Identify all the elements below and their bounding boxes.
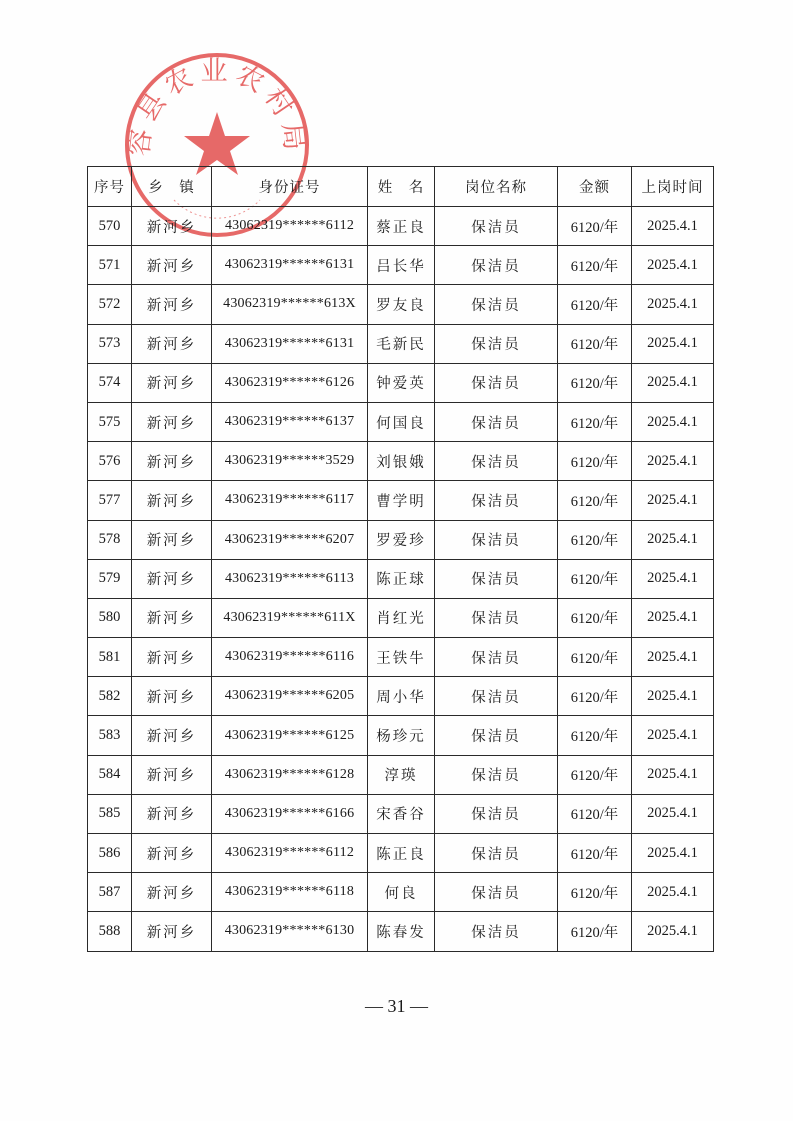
cell-name: 吕长华 bbox=[368, 246, 435, 285]
table-row bbox=[88, 207, 714, 246]
cell-position: 保洁员 bbox=[435, 442, 558, 481]
header-serial: 序号 bbox=[88, 167, 132, 207]
cell-position: 保洁员 bbox=[435, 873, 558, 912]
cell-position: 保洁员 bbox=[435, 481, 558, 520]
cell-amount: 6120/年 bbox=[558, 755, 632, 794]
cell-name: 何良 bbox=[368, 873, 435, 912]
cell-name: 钟爱英 bbox=[368, 363, 435, 402]
cell-start-date: 2025.4.1 bbox=[632, 912, 714, 951]
cell-amount: 6120/年 bbox=[558, 285, 632, 324]
cell-township: 新河乡 bbox=[132, 402, 212, 441]
cell-amount: 6120/年 bbox=[558, 834, 632, 873]
cell-position: 保洁员 bbox=[435, 246, 558, 285]
cell-name: 何国良 bbox=[368, 402, 435, 441]
cell-amount: 6120/年 bbox=[558, 246, 632, 285]
cell-serial: 580 bbox=[88, 598, 132, 637]
cell-serial: 587 bbox=[88, 873, 132, 912]
cell-name: 陈春发 bbox=[368, 912, 435, 951]
cell-serial: 570 bbox=[88, 207, 132, 246]
cell-township: 新河乡 bbox=[132, 559, 212, 598]
header-amount: 金额 bbox=[558, 167, 632, 207]
table-row bbox=[88, 246, 714, 285]
cell-position: 保洁员 bbox=[435, 207, 558, 246]
cell-serial: 577 bbox=[88, 481, 132, 520]
page-number: — 31 — bbox=[365, 996, 428, 1016]
cell-amount: 6120/年 bbox=[558, 207, 632, 246]
cell-id-number: 43062319******3529 bbox=[212, 442, 368, 481]
cell-name: 淳瑛 bbox=[368, 755, 435, 794]
cell-township: 新河乡 bbox=[132, 677, 212, 716]
cell-start-date: 2025.4.1 bbox=[632, 246, 714, 285]
table-header-row bbox=[88, 167, 714, 207]
cell-serial: 573 bbox=[88, 324, 132, 363]
svg-text:容县农业农村局 bbox=[124, 56, 311, 158]
cell-position: 保洁员 bbox=[435, 324, 558, 363]
cell-amount: 6120/年 bbox=[558, 794, 632, 833]
cell-start-date: 2025.4.1 bbox=[632, 559, 714, 598]
cell-position: 保洁员 bbox=[435, 598, 558, 637]
cell-id-number: 43062319******6116 bbox=[212, 638, 368, 677]
cell-name: 曹学明 bbox=[368, 481, 435, 520]
cell-id-number: 43062319******6125 bbox=[212, 716, 368, 755]
cell-serial: 578 bbox=[88, 520, 132, 559]
cell-name: 罗爱珍 bbox=[368, 520, 435, 559]
table-row bbox=[88, 638, 714, 677]
table-body bbox=[88, 207, 714, 952]
cell-position: 保洁员 bbox=[435, 755, 558, 794]
cell-township: 新河乡 bbox=[132, 207, 212, 246]
table-row bbox=[88, 834, 714, 873]
table-row bbox=[88, 598, 714, 637]
cell-position: 保洁员 bbox=[435, 794, 558, 833]
cell-name: 陈正球 bbox=[368, 559, 435, 598]
table-row bbox=[88, 520, 714, 559]
table-row bbox=[88, 794, 714, 833]
cell-township: 新河乡 bbox=[132, 912, 212, 951]
cell-township: 新河乡 bbox=[132, 794, 212, 833]
cell-name: 毛新民 bbox=[368, 324, 435, 363]
cell-serial: 583 bbox=[88, 716, 132, 755]
cell-township: 新河乡 bbox=[132, 442, 212, 481]
header-position: 岗位名称 bbox=[435, 167, 558, 207]
cell-serial: 586 bbox=[88, 834, 132, 873]
cell-serial: 588 bbox=[88, 912, 132, 951]
cell-start-date: 2025.4.1 bbox=[632, 834, 714, 873]
cell-id-number: 43062319******6118 bbox=[212, 873, 368, 912]
cell-start-date: 2025.4.1 bbox=[632, 520, 714, 559]
table-row bbox=[88, 402, 714, 441]
cell-amount: 6120/年 bbox=[558, 481, 632, 520]
table-row bbox=[88, 363, 714, 402]
table-row bbox=[88, 716, 714, 755]
cell-amount: 6120/年 bbox=[558, 716, 632, 755]
cell-name: 罗友良 bbox=[368, 285, 435, 324]
cell-id-number: 43062319******6117 bbox=[212, 481, 368, 520]
cell-start-date: 2025.4.1 bbox=[632, 324, 714, 363]
cell-start-date: 2025.4.1 bbox=[632, 207, 714, 246]
cell-township: 新河乡 bbox=[132, 598, 212, 637]
cell-name: 宋香谷 bbox=[368, 794, 435, 833]
cell-name: 陈正良 bbox=[368, 834, 435, 873]
cell-township: 新河乡 bbox=[132, 246, 212, 285]
cell-township: 新河乡 bbox=[132, 324, 212, 363]
table-row bbox=[88, 442, 714, 481]
cell-serial: 575 bbox=[88, 402, 132, 441]
cell-township: 新河乡 bbox=[132, 481, 212, 520]
cell-amount: 6120/年 bbox=[558, 520, 632, 559]
cell-amount: 6120/年 bbox=[558, 677, 632, 716]
cell-id-number: 43062319******6131 bbox=[212, 246, 368, 285]
cell-name: 蔡正良 bbox=[368, 207, 435, 246]
cell-serial: 576 bbox=[88, 442, 132, 481]
header-township: 乡 镇 bbox=[132, 167, 212, 207]
cell-amount: 6120/年 bbox=[558, 324, 632, 363]
cell-start-date: 2025.4.1 bbox=[632, 285, 714, 324]
cell-amount: 6120/年 bbox=[558, 638, 632, 677]
cell-id-number: 43062319******6207 bbox=[212, 520, 368, 559]
cell-township: 新河乡 bbox=[132, 873, 212, 912]
cell-amount: 6120/年 bbox=[558, 363, 632, 402]
header-name: 姓 名 bbox=[368, 167, 435, 207]
cell-start-date: 2025.4.1 bbox=[632, 873, 714, 912]
cell-id-number: 43062319******6131 bbox=[212, 324, 368, 363]
table-row bbox=[88, 481, 714, 520]
cell-name: 周小华 bbox=[368, 677, 435, 716]
cell-start-date: 2025.4.1 bbox=[632, 598, 714, 637]
cell-serial: 574 bbox=[88, 363, 132, 402]
cell-start-date: 2025.4.1 bbox=[632, 363, 714, 402]
cell-township: 新河乡 bbox=[132, 638, 212, 677]
seal-text: 容县农业农村局 bbox=[123, 56, 311, 158]
cell-id-number: 43062319******6113 bbox=[212, 559, 368, 598]
cell-id-number: 43062319******611X bbox=[212, 598, 368, 637]
cell-serial: 579 bbox=[88, 559, 132, 598]
table-row bbox=[88, 677, 714, 716]
cell-township: 新河乡 bbox=[132, 755, 212, 794]
cell-id-number: 43062319******6137 bbox=[212, 402, 368, 441]
cell-id-number: 43062319******6166 bbox=[212, 794, 368, 833]
cell-position: 保洁员 bbox=[435, 363, 558, 402]
cell-position: 保洁员 bbox=[435, 912, 558, 951]
cell-id-number: 43062319******6112 bbox=[212, 207, 368, 246]
cell-start-date: 2025.4.1 bbox=[632, 442, 714, 481]
cell-township: 新河乡 bbox=[132, 285, 212, 324]
table-row bbox=[88, 285, 714, 324]
cell-position: 保洁员 bbox=[435, 520, 558, 559]
cell-position: 保洁员 bbox=[435, 638, 558, 677]
cell-start-date: 2025.4.1 bbox=[632, 794, 714, 833]
cell-amount: 6120/年 bbox=[558, 912, 632, 951]
cell-name: 肖红光 bbox=[368, 598, 435, 637]
cell-start-date: 2025.4.1 bbox=[632, 677, 714, 716]
cell-serial: 581 bbox=[88, 638, 132, 677]
cell-position: 保洁员 bbox=[435, 285, 558, 324]
cell-id-number: 43062319******6130 bbox=[212, 912, 368, 951]
cell-name: 王铁牛 bbox=[368, 638, 435, 677]
cell-serial: 582 bbox=[88, 677, 132, 716]
cell-serial: 571 bbox=[88, 246, 132, 285]
cell-position: 保洁员 bbox=[435, 402, 558, 441]
cell-id-number: 43062319******6112 bbox=[212, 834, 368, 873]
table-row bbox=[88, 873, 714, 912]
cell-id-number: 43062319******6128 bbox=[212, 755, 368, 794]
cell-start-date: 2025.4.1 bbox=[632, 402, 714, 441]
cell-amount: 6120/年 bbox=[558, 402, 632, 441]
header-start-date: 上岗时间 bbox=[632, 167, 714, 207]
cell-amount: 6120/年 bbox=[558, 598, 632, 637]
cell-township: 新河乡 bbox=[132, 363, 212, 402]
cell-amount: 6120/年 bbox=[558, 873, 632, 912]
cell-serial: 585 bbox=[88, 794, 132, 833]
cell-serial: 584 bbox=[88, 755, 132, 794]
cell-position: 保洁员 bbox=[435, 716, 558, 755]
cell-position: 保洁员 bbox=[435, 677, 558, 716]
cell-id-number: 43062319******6126 bbox=[212, 363, 368, 402]
header-id-number: 身份证号 bbox=[212, 167, 368, 207]
staff-table bbox=[87, 166, 714, 952]
cell-township: 新河乡 bbox=[132, 834, 212, 873]
cell-start-date: 2025.4.1 bbox=[632, 638, 714, 677]
cell-start-date: 2025.4.1 bbox=[632, 716, 714, 755]
cell-township: 新河乡 bbox=[132, 716, 212, 755]
cell-position: 保洁员 bbox=[435, 834, 558, 873]
cell-township: 新河乡 bbox=[132, 520, 212, 559]
cell-serial: 572 bbox=[88, 285, 132, 324]
cell-amount: 6120/年 bbox=[558, 442, 632, 481]
cell-start-date: 2025.4.1 bbox=[632, 481, 714, 520]
table-row bbox=[88, 324, 714, 363]
cell-id-number: 43062319******6205 bbox=[212, 677, 368, 716]
table-row bbox=[88, 912, 714, 951]
cell-name: 刘银娥 bbox=[368, 442, 435, 481]
cell-amount: 6120/年 bbox=[558, 559, 632, 598]
table-row bbox=[88, 755, 714, 794]
cell-start-date: 2025.4.1 bbox=[632, 755, 714, 794]
cell-position: 保洁员 bbox=[435, 559, 558, 598]
cell-name: 杨珍元 bbox=[368, 716, 435, 755]
table-row bbox=[88, 559, 714, 598]
cell-id-number: 43062319******613X bbox=[212, 285, 368, 324]
